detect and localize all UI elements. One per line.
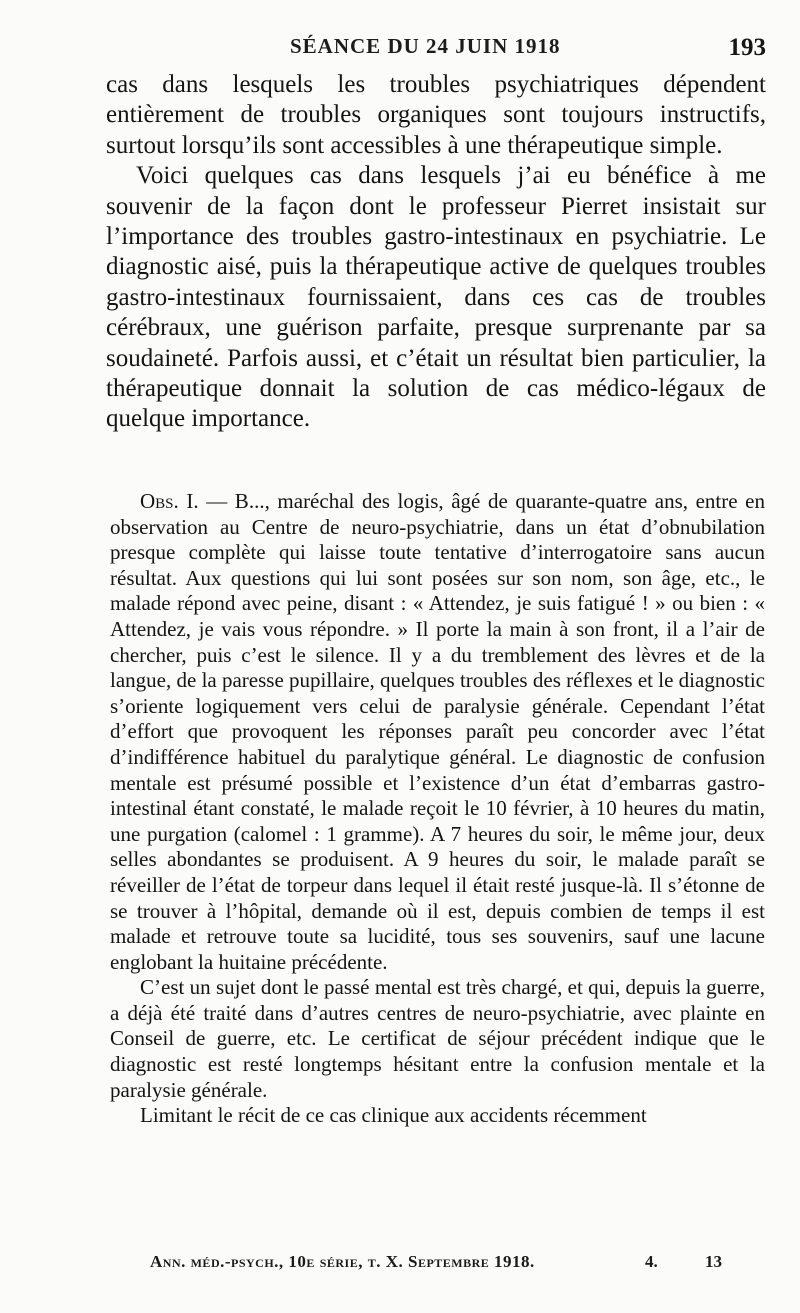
paragraph-limiting: Limitant le récit de ce cas clinique aux accidents récemment (140, 1103, 647, 1128)
page-footer (150, 1252, 722, 1272)
paragraph-intro-cases: Voici quelques cas dans lesquels j’ai eu bénéfice à me souvenir de la façon dont le professeur Pierret insistait sur l’importance des troubles gastro-intestinaux en psychiatrie. Le diagnostic aisé, puis la thérapeutique active de quelques troubles gastro-intestinaux fournissaient, dans ces cas de troubles cérébraux, une guérison parfaite, presque surprenante par sa soudaineté. Parfois aussi, et c’était un résultat bien particulier, la thérapeutique donnait la solution de cas médico-légaux de quelque importance. (106, 162, 766, 433)
running-head: SÉANCE DU 24 JUIN 1918 (290, 34, 561, 58)
observation-text: — B..., maréchal des logis, âgé de quarante-quatre ans, entre en observation au Centre de neuro-psychiatrie, dans un état d’obnubilation presque complète qui laisse toute tentative d’interrogatoire sans aucun résultat. Aux questions qui lui sont posées sur son nom, son âge, etc., le malade répond avec peine, disant : « Attendez, je suis fatigué ! » ou bien : « Attendez, je vais vous répondre. » Il porte la main à son front, il a l’air de chercher, puis c’est le silence. Il y a du tremblement des lèvres et de la langue, de la paresse pupillaire, quelques troubles des réflexes et le diagnostic s’oriente logiquement vers celui de paralysie générale. Cependant l’état d’effort que provoquent les réponses paraît peu concorder avec l’état d’indifférence habituel du paralytique général. Le diagnostic de confusion mentale est présumé possible et l’existence d’un état d’embarras gastro-intestinal étant constaté, le malade reçoit le 10 février, à 10 heures du matin, une purgation (calomel : 1 gramme). A 7 heures du soir, le même jour, deux selles abondantes se produisent. A 9 heures du soir, le malade paraît se réveiller de l’état de torpeur dans lequel il était resté jusque-là. Il s’étonne de se trouver à l’hôpital, demande où il est, depuis combien de temps il est malade et retrouve toute sa lucidité, tous ses souvenirs, sauf une lacune englobant la huitaine précédente. (110, 489, 765, 974)
main-text-small (110, 489, 765, 1129)
paragraph-history: C’est un sujet dont le passé mental est très chargé, et qui, depuis la guerre, a déjà été traité dans d’autres centres de neuro-psychiatrie, avec plainte en Conseil de guerre, etc. Le certificat de séjour précédent indique que le diagnostic est resté longtemps hésitant entre la confusion mentale et la paralysie générale. (110, 975, 765, 1102)
observation-paragraph (110, 489, 765, 975)
signature-mark: 4. (645, 1252, 658, 1271)
sheet-number: 13 (705, 1252, 722, 1271)
paragraph-continued: cas dans lesquels les troubles psychiatriques dépendent entièrement de troubles organiques sont toujours instructifs, surtout lorsqu’ils sont accessibles à une thérapeutique simple. (106, 71, 766, 159)
page-number: 193 (728, 34, 766, 61)
observation-label: Obs. I. (140, 489, 199, 513)
main-text-large (106, 70, 766, 435)
journal-citation: Ann. méd.-psych., 10e série, t. X. Septembre 1918. (150, 1252, 535, 1271)
page-header (100, 34, 768, 64)
